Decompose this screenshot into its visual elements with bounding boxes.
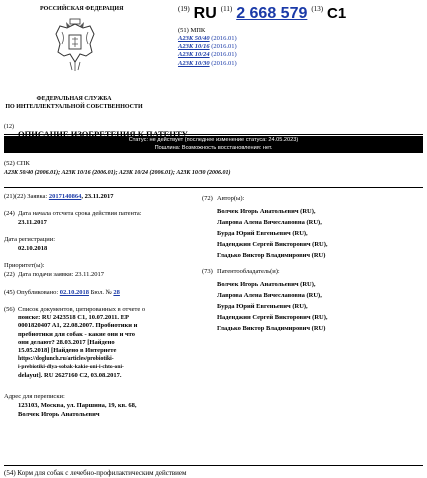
country-name: РОССИЙСКАЯ ФЕДЕРАЦИЯ xyxy=(40,6,124,12)
owner-item: Лаврова Алена Вячеславовна (RU), xyxy=(217,292,322,299)
owner-item: Волчек Игорь Анатольевич (RU), xyxy=(217,281,316,288)
code-19: (19) xyxy=(178,5,190,13)
authors-list xyxy=(217,206,328,261)
address-line: Волчек Игорь Анатольевич xyxy=(18,411,100,418)
ipc-date: (2016.01) xyxy=(211,35,237,42)
ipc-item xyxy=(178,35,237,43)
term-date: 23.11.2017 xyxy=(18,219,47,226)
code-11: (11) xyxy=(220,5,233,13)
status-line-2: Пошлина: Возможность восстановления: нет. xyxy=(154,144,273,151)
registration-label: Дата регистрации: xyxy=(4,236,56,243)
registration-date: 02.10.2018 xyxy=(18,245,48,252)
priority-label: Приоритет(ы): xyxy=(4,262,45,269)
bulletin-label: Бюл. № xyxy=(90,289,112,296)
invention-title: (54) Корм для собак с лечебно-профилактическим действием xyxy=(4,469,187,477)
authors-code: (72) xyxy=(202,195,213,202)
publication-date-link[interactable]: 02.10.2018 xyxy=(59,289,90,296)
country-code: RU xyxy=(193,5,217,22)
patent-number-header xyxy=(178,5,346,23)
ipc-list xyxy=(178,35,237,68)
author-item: Наденджин Сергей Викторович (RU), xyxy=(217,241,328,248)
citation-line: Список документов, цитированных в отчете о xyxy=(18,306,146,313)
citation-line: они делают? 28.03.2017 [Найдено xyxy=(18,338,115,346)
owner-item: Бурда Юрий Евгеньевич (RU), xyxy=(217,303,308,310)
patent-kind: C1 xyxy=(327,5,347,22)
code-12: (12) xyxy=(4,124,14,130)
owners-label: Патентообладатель(и): xyxy=(217,268,280,275)
publication-code: (45) xyxy=(4,289,15,296)
agency-line-2: ПО ИНТЕЛЛЕКТУАЛЬНОЙ СОБСТВЕННОСТИ xyxy=(5,104,143,110)
citation-line: 15.05.2018] [Найдено в Интернете xyxy=(18,347,117,355)
patent-number-link[interactable]: 2 668 579 xyxy=(236,5,308,22)
ipc-date: (2016.01) xyxy=(211,43,237,51)
ipc-class-link[interactable]: A23K 50/40 xyxy=(178,35,210,42)
owner-item: Наденджин Сергей Викторович (RU), xyxy=(217,314,328,321)
ipc-item xyxy=(178,60,237,68)
owners-code: (73) xyxy=(202,268,213,275)
ipc-date: (2016.01) xyxy=(211,59,237,67)
citations-code: (56) xyxy=(4,306,15,313)
application-row xyxy=(4,193,114,201)
publication-label: Опубликовано: xyxy=(16,289,59,296)
address-line: 123103, Москва, ул. Паршина, 19, кв. 68, xyxy=(18,402,137,409)
term-label: Дата начала отсчета срока действия патента: xyxy=(18,210,142,217)
citation-line: https://doglunch.ru/articles/probiotiki- xyxy=(18,356,114,363)
cpc-label: (52) СПК xyxy=(4,160,30,167)
code-13: (13) xyxy=(311,5,324,13)
bulletin-number-link[interactable]: 28 xyxy=(113,289,120,296)
ipc-class-link[interactable]: A23K 10/30 xyxy=(178,59,210,67)
citation-line: i-prebiotiki-dlya-sobak-kakie-oni-i-chto-oni- xyxy=(18,364,124,371)
application-date: , 23.11.2017 xyxy=(81,193,114,200)
owners-list xyxy=(217,279,328,334)
application-code: (21)(22) Заявка: xyxy=(4,193,48,200)
ipc-item xyxy=(178,51,237,59)
address-label: Адрес для переписки: xyxy=(4,393,65,400)
citation-line: пребиотики для собак - какие они и что xyxy=(18,330,135,338)
author-item: Волчек Игорь Анатольевич (RU), xyxy=(217,208,316,215)
citation-line: delayut]. RU 2627160 C2, 03.08.2017. xyxy=(18,371,122,379)
citation-line: 0001820407 A1, 22.08.2007. Пробиотики и xyxy=(18,322,138,330)
filing-label: Дата подачи заявки: 23.11.2017 xyxy=(18,271,105,278)
divider xyxy=(4,187,423,188)
application-number-link[interactable]: 2017140864 xyxy=(48,193,82,200)
author-item: Гладько Виктор Владимирович (RU) xyxy=(217,252,326,259)
divider xyxy=(4,465,423,466)
author-item: Лаврова Алена Вячеславовна (RU), xyxy=(217,219,322,226)
ipc-item xyxy=(178,43,237,51)
author-item: Бурда Юрий Евгеньевич (RU), xyxy=(217,230,308,237)
ipc-class-link[interactable]: A23K 10/24 xyxy=(178,51,210,59)
publication-row xyxy=(4,289,120,297)
status-line-1: Статус: не действует (последнее изменение статуса: 24.05.2023) xyxy=(128,137,299,143)
term-code: (24) xyxy=(4,210,15,217)
divider xyxy=(4,134,423,135)
filing-code: (22) xyxy=(4,271,15,278)
cpc-classes: A23K 50/40 (2006.01); A23K 10/16 (2006.01); A23K 10/24 (2006.01); A23K 10/30 (2006.01) xyxy=(4,170,231,176)
ipc-label: (51) МПК xyxy=(178,27,206,34)
citation-line: поиске: RU 2423518 C1, 10.07.2011. EP xyxy=(18,314,129,322)
citations-block xyxy=(18,306,196,380)
ipc-date: (2016.01) xyxy=(211,51,237,59)
authors-label: Автор(ы): xyxy=(217,195,245,202)
status-box xyxy=(4,136,423,153)
ipc-class-link[interactable]: A23K 10/16 xyxy=(178,43,210,51)
coat-of-arms-emblem xyxy=(52,18,98,72)
owner-item: Гладько Виктор Владимирович (RU) xyxy=(217,325,326,332)
agency-line-1: ФЕДЕРАЛЬНАЯ СЛУЖБА xyxy=(36,96,112,102)
